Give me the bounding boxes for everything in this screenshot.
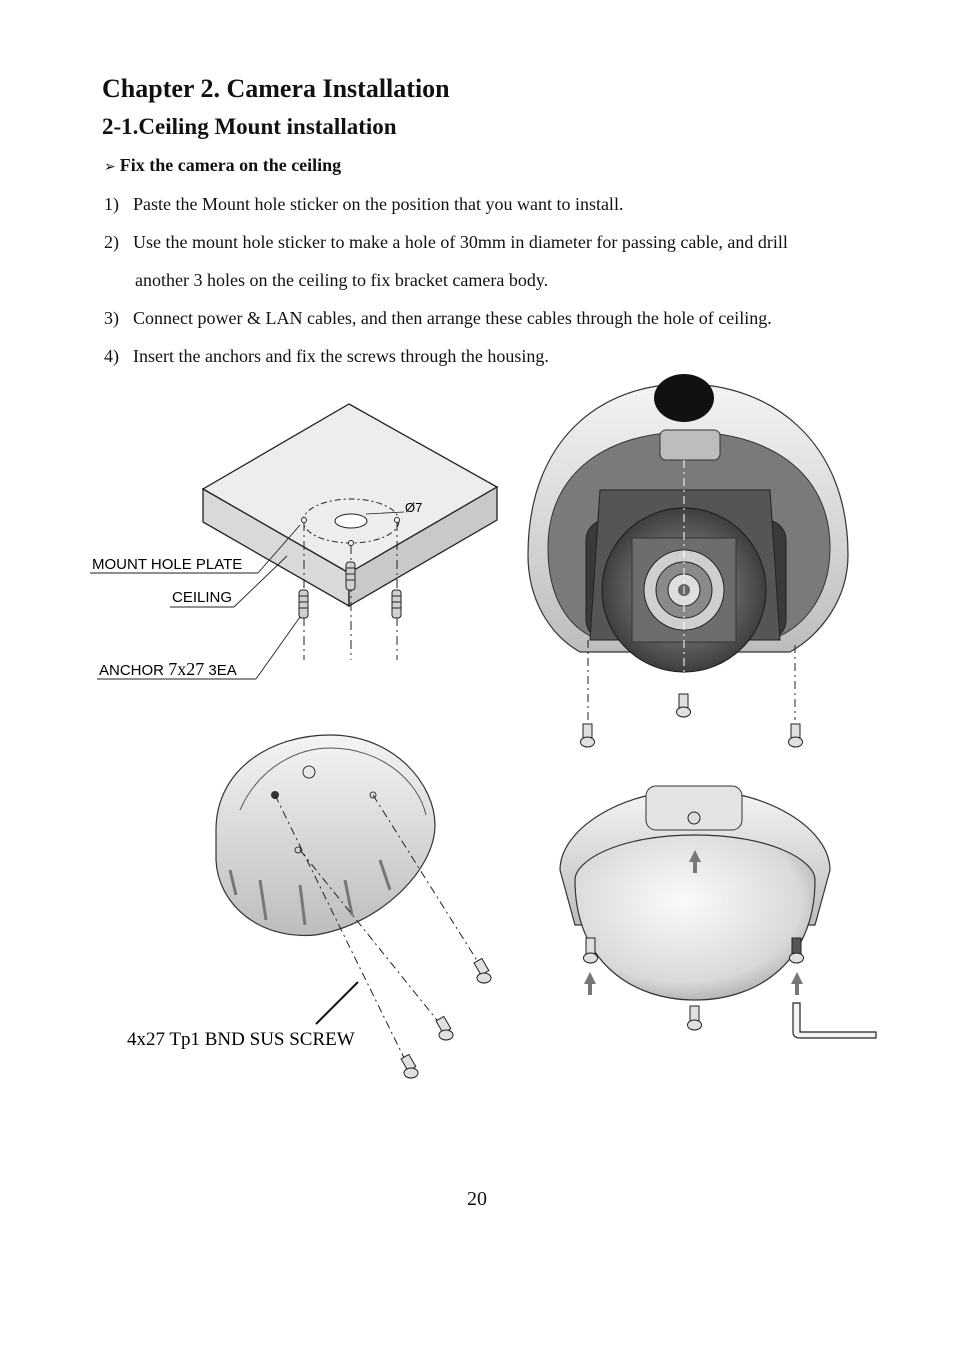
screw	[584, 938, 598, 963]
cable-opening	[654, 374, 714, 422]
page-number: 20	[467, 1188, 487, 1210]
housing-shell	[216, 735, 435, 935]
screw	[789, 724, 803, 747]
bullet-heading-row	[104, 155, 341, 176]
top-tab	[660, 430, 720, 460]
camera-interior-diagram	[528, 374, 848, 747]
installation-figure	[0, 372, 954, 1092]
step-number: 1)	[104, 194, 119, 214]
anchor	[392, 590, 401, 618]
ceiling-label: CEILING	[172, 589, 233, 606]
screw	[677, 694, 691, 717]
screw	[581, 724, 595, 747]
step-text: Connect power & LAN cables, and then arrange these cables through the hole of ceiling.	[133, 308, 772, 328]
step-number: 2)	[104, 232, 119, 252]
up-arrow-icon	[584, 972, 596, 995]
step-text: Use the mount hole sticker to make a hole of 30mm in diameter for passing cable, and drill	[133, 232, 788, 252]
anchor-label-prefix: ANCHOR	[99, 662, 165, 679]
up-arrow-icon	[791, 972, 803, 995]
screw	[688, 1006, 702, 1030]
anchor-label-size: 7x27	[168, 659, 205, 679]
screw	[401, 1054, 418, 1078]
section-title: 2-1.Ceiling Mount installation	[102, 114, 397, 139]
screw	[436, 1016, 453, 1040]
step-text: another 3 holes on the ceiling to fix bracket camera body.	[135, 270, 549, 290]
anchor-label	[99, 659, 237, 679]
step-number: 3)	[104, 308, 119, 328]
step-text: Insert the anchors and fix the screws through the housing.	[133, 346, 549, 366]
anchor-label-qty: 3EA	[208, 662, 237, 679]
screw	[790, 938, 804, 963]
chapter-title: Chapter 2. Camera Installation	[102, 74, 450, 103]
housing-screw-diagram	[127, 735, 491, 1078]
hex-wrench-icon	[793, 1003, 876, 1038]
step-text: Paste the Mount hole sticker on the position that you want to install.	[133, 194, 624, 214]
screw	[474, 958, 491, 983]
mount-hole-plate-label: MOUNT HOLE PLATE	[92, 556, 243, 573]
anchor	[299, 590, 308, 618]
bullet-heading: Fix the camera on the ceiling	[119, 155, 342, 175]
arrowhead-bullet-icon: ➢	[104, 159, 116, 175]
diameter-label: Ø7	[405, 500, 423, 515]
assembled-dome-diagram	[560, 786, 876, 1038]
cable-hole	[335, 514, 367, 528]
tab-screw	[688, 812, 700, 824]
ceiling-diagram	[90, 404, 497, 679]
anchor	[346, 562, 355, 590]
screw-label: 4x27 Tp1 BND SUS SCREW	[127, 1029, 355, 1050]
step-number: 4)	[104, 346, 119, 366]
